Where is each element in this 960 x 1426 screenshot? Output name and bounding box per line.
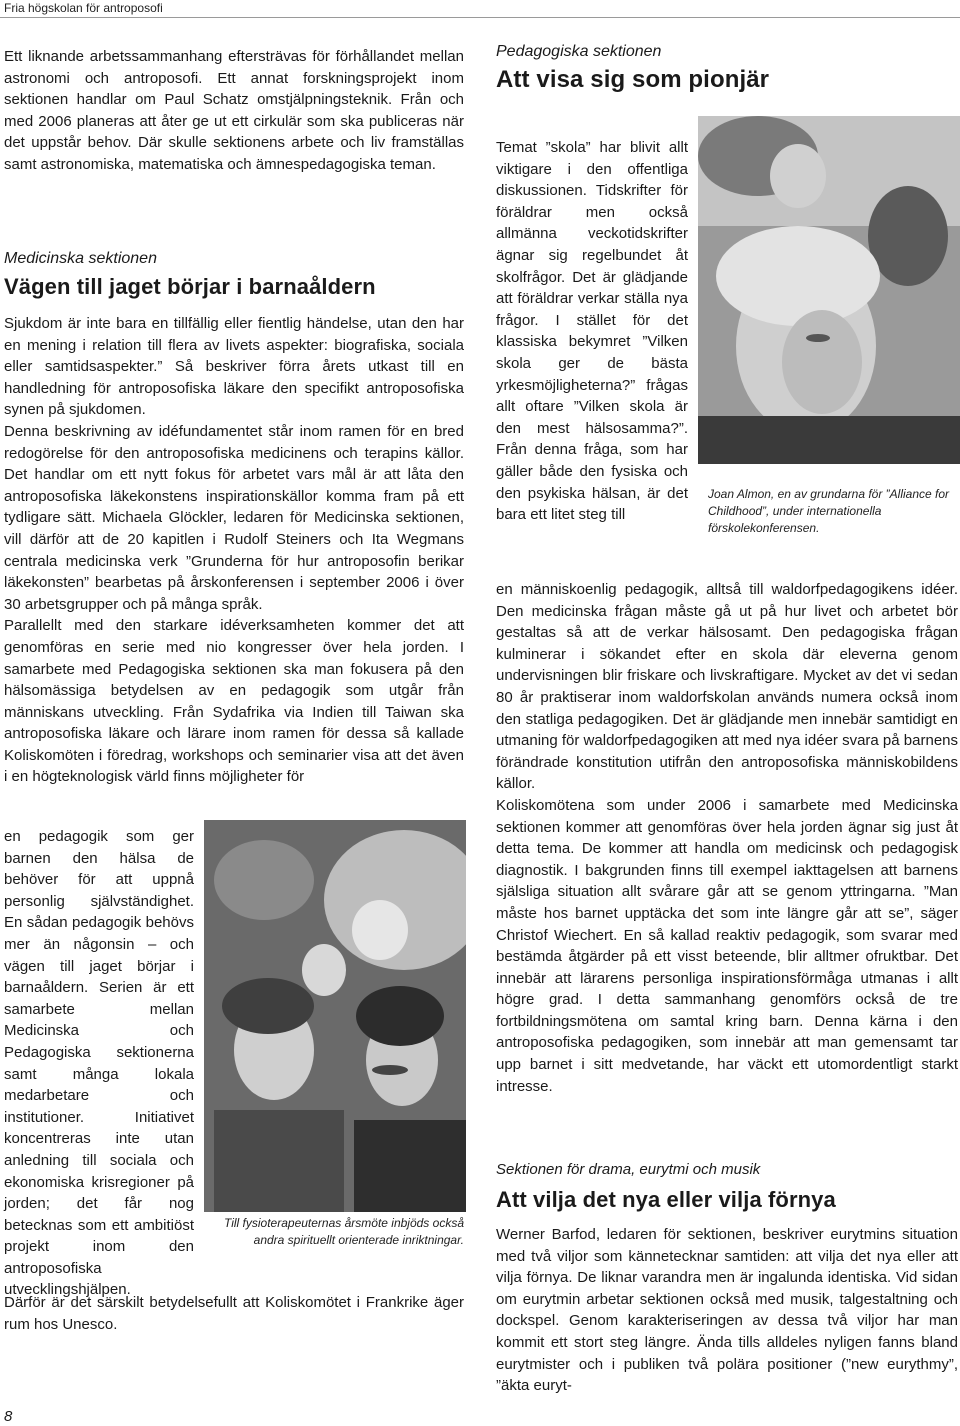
wrap-paragraph: Temat ”skola” har blivit allt viktigare i den offentliga diskussionen. Tidskrifter för föräldrar men också allmänna veckotidskrifter ägnar sig regelbundet åt skolfrågor. Det är glädjande att föräldrar verkar ställa nya frågor. I stället för det klassiska bekymret ”Vilken skola ger de bästa yrkesmöjligheterna?” frågas allt oftare ”Vilken skola är den mest hälsosamma?”. Från denna fråga, som har gäller både den fysiska och den psykiska hälsan, är det bara ett litet steg till	[496, 139, 688, 524]
article-headline: Att visa sig som pionjär	[496, 66, 770, 93]
left-column-top	[4, 46, 464, 176]
section-kicker: Sektionen för drama, eurytmi och musik	[496, 1161, 761, 1178]
left-wrap-column	[4, 826, 194, 1301]
article-paragraph: Werner Barfod, ledaren för sektionen, beskriver eurytmins situation med två viljor som kännetecknar samtiden: att vilja det nya eller att vilja förnya. De liknar varandra men är ingalunda identiska. Vid sidan om eurytmin arbetar sektionen också med musik, talgestaltning och dockspel. Genom karakteriseringen av dessa två viljor har man kommit ett stort steg längre. Ända tills alldeles nyligen fanns bland eurytmister och i publiken två polära positioner (”new eurythmy”, ”äkta euryt-	[496, 1226, 958, 1395]
fysioterapeuter-photo	[204, 820, 466, 1212]
left-column-bottom	[4, 1292, 464, 1335]
pedagogiska-article-body	[496, 579, 958, 1097]
section-kicker: Pedagogiska sektionen	[496, 43, 662, 60]
article-headline: Att vilja det nya eller vilja förnya	[496, 1187, 836, 1212]
joan-almon-photo	[698, 116, 960, 464]
portrait-image	[698, 116, 960, 464]
left-photo-caption: Till fysioterapeuternas årsmöte inbjöds också andra spirituellt orienterade inriktningar.	[223, 1216, 464, 1247]
wrap-paragraph: en pedagogik som ger barnen den hälsa de behöver för att uppnå personlig självständighet. En sådan pedagogik behövs mer än någonsin – och vägen till jaget börjar i barnaåldern. Serien är ett samarbete mellan Medicinska och Pedagogiska sektionerna samt många lokala medarbetare och institutioner. Initiativet koncentreras inte utan anledning till sociala och ekonomiska krisregioner på jorden; det får nog betecknas som ett ambitiöst projekt inom den antroposofiska utvecklingshjälpen.	[4, 828, 194, 1299]
article-paragraph: Sjukdom är inte bara en tillfällig eller fientlig händelse, utan den har en mening i relation till flera av livets aspekter: biografiska, sociala eller samtidsaspekter.” Så beskriver förra årets utkast till en handledning för antroposofiska läkare den specifikt antroposofiska synen på sjukdomen.	[4, 315, 464, 419]
page-number: 8	[4, 1408, 13, 1425]
section-kicker: Medicinska sektionen	[4, 250, 157, 267]
intro-paragraph: Ett liknande arbetssammanhang eftersträvas för förhållandet mellan astronomi och antroposofi. Ett annat forskningsprojekt inom sektionen handlar om Paul Schatz omstjälpningsteknik. Från och med 2006 planeras att åter ge ut ett cirkulär som ska publiceras när det uppstår behov. Där skulle sektionens arbete och liv framställas samt astronomiska, matematiska och ämnespedagogiska teman.	[4, 48, 464, 173]
right-wrap-column	[496, 137, 688, 526]
header-divider	[0, 17, 960, 18]
article-paragraph: Koliskomötena som under 2006 i samarbete med Medicinska sektionen kommer att genomföras över hela jorden ägnar sig just åt detta tema. De kommer att handla om medicinsk och pedagogisk diagnostik. I bakgrunden finns till exempel iakttagelsen att barnens själsliga situation allt svårare går att se genom yttringarna. ”Man måste hos barnet upptäcka det som inte längre går att se”, säger Christof Wiechert. En så kallad reaktiv pedagogik, som svarar med bestämda åtgärder på ett visst beteende, blir alltmer ofruktbar. Det innebär att lärarens personliga inspirationsförmåga utmanas i allt högre grad. I detta sammanhang genomförs också de tre fortbildningsmötena om samtal kring barn. Denna kärna i den antroposofiska pedagogiken, som innebär att man gemensamt tar upp barnet i sitt medvetande, har väckt ett utomordentligt starkt intresse.	[496, 796, 958, 1095]
closing-paragraph: Därför är det särskilt betydelsefullt att Koliskomötet i Frankrike äger rum hos Unesco.	[4, 1294, 464, 1333]
running-header	[0, 0, 960, 18]
drama-eurytmi-article	[496, 1160, 958, 1397]
article-headline: Vägen till jaget börjar i barnaåldern	[4, 274, 376, 299]
audience-image	[204, 820, 466, 1212]
running-title: Fria högskolan för antroposofi	[4, 1, 163, 15]
article-paragraph: en människoenlig pedagogik, alltså till waldorfpedagogikens idéer. Den medicinska frågan måste gå ut på hur livet och arbetet bör gestaltas så att de verkar hälsosamt. Den pedagogiska frågan kulminerar i sökandet efter en skola där eleverna genom undervisningen blir friskare och livskraftigare. Mycket av det vi sedan 80 år praktiserar inom waldorfskolan används numera också inom den statliga pedagogiken. Det är glädjande men innebär samtidigt en utmaning för waldorfpedagogiken att med nya idéer svara på barnens förändrade konstitution utifrån den antroposofiska människobildens källor.	[496, 581, 958, 793]
article-paragraph: Denna beskrivning av idéfundamentet står inom ramen för en bred redogörelse för den antroposofiska medicinens och terapins källor. Det handlar om ett nytt fokus för arbetet vars mål är att låta den antroposofiska läkekonstens inspirationskällor komma fram på ett tydligare sätt. Michaela Glöckler, ledaren för Medicinska sektionen, vill därför att de 20 kapitlen i Rudolf Steiners och Ita Wegmans centrala medicinska verk ”Grunderna för hur antroposofin berikar läkekonsten” bearbetas på årskonferensen i september 2006 i över 30 arbetsgrupper och på många språk.	[4, 422, 464, 613]
pedagogiska-article-heading	[496, 42, 958, 94]
article-paragraph: Parallellt med den starkare idéverksamheten kommer det att genomföras en serie med nio kongresser över hela jorden. I samarbete med Pedagogiska sektionen ska man fokusera på den hälsomässiga betydelsen av en pedagogik som utgår från människans utveckling. Från Sydafrika via Indien till Taiwan ska antroposofiska läkare och lärare inom ramen för dessa så kallade Koliskomöten i föredrag, workshops och seminarier visa att det även i en högteknologisk värld finns möjligheter för	[4, 617, 464, 786]
right-photo-caption: Joan Almon, en av grundarna för ”Alliance for Childhood”, under internationella förskolekonferensen.	[708, 487, 950, 535]
medicinska-article	[4, 249, 464, 788]
